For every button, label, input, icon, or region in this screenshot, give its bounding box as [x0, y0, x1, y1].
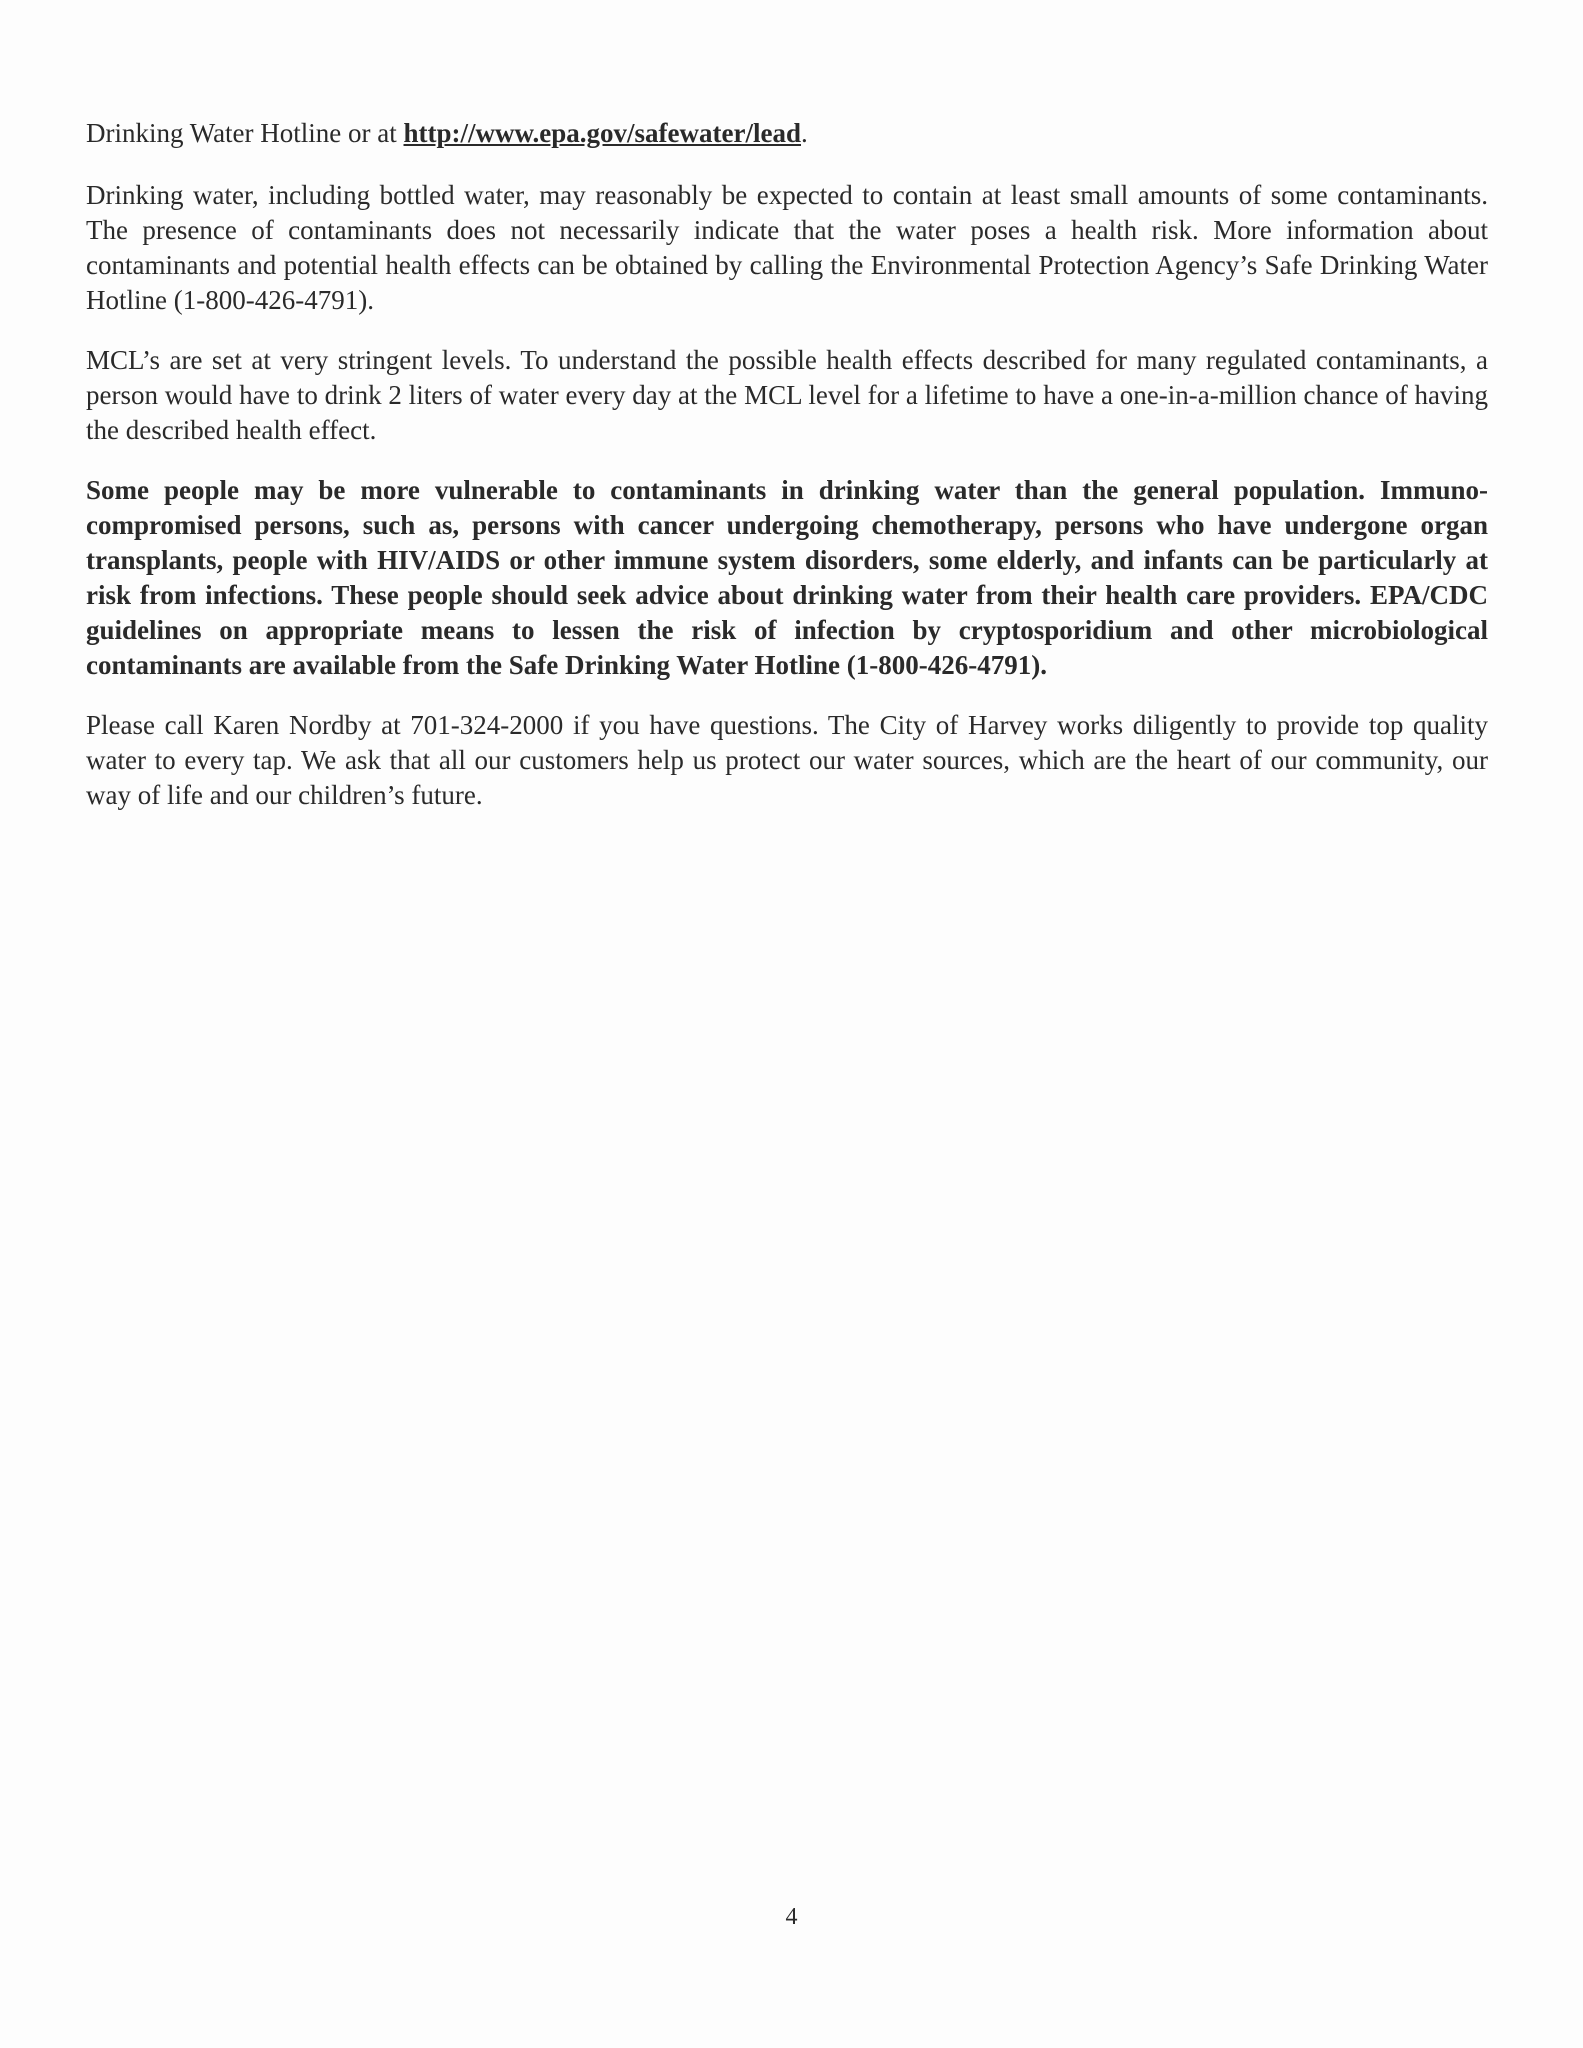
epa-lead-link[interactable]: http://www.epa.gov/safewater/lead: [403, 118, 801, 148]
page-number: 4: [785, 1904, 798, 1930]
hotline-text: Drinking Water Hotline or at: [86, 118, 404, 148]
hotline-period: .: [800, 118, 808, 148]
document-body: [86, 116, 1488, 838]
hotline-continuation-paragraph: [86, 116, 1488, 151]
mcl-paragraph: MCL’s are set at very stringent levels. To understand the possible health effects described for many regulated contaminants, a person would have to drink 2 liters of water every day at the MCL level for a lifetime to have a one-in-a-million chance of having the described health effect.: [86, 345, 1488, 445]
bottled-water-paragraph: Drinking water, including bottled water, may reasonably be expected to contain at least small amounts of some contaminants. The presence of contaminants does not necessarily indicate that the water poses a health risk. More information about contaminants and potential health effects can be obtained by calling the Environmental Protection Agency’s Safe Drinking Water Hotline (1-800-426-4791).: [86, 180, 1488, 315]
vulnerable-populations-paragraph: Some people may be more vulnerable to contaminants in drinking water than the general population. Immuno-compromised persons, such as, persons with cancer undergoing chemotherapy, persons who have undergone organ transplants, people with HIV/AIDS or other immune system disorders, some elderly, and infants can be particularly at risk from infections. These people should seek advice about drinking water from their health care providers. EPA/CDC guidelines on appropriate means to lessen the risk of infection by cryptosporidium and other microbiological contaminants are available from the Safe Drinking Water Hotline (1-800-426-4791).: [86, 475, 1488, 680]
contact-paragraph: Please call Karen Nordby at 701-324-2000 if you have questions. The City of Harvey works diligently to provide top quality water to every tap. We ask that all our customers help us protect our water sources, which are the heart of our community, our way of life and our children’s future.: [86, 710, 1488, 810]
